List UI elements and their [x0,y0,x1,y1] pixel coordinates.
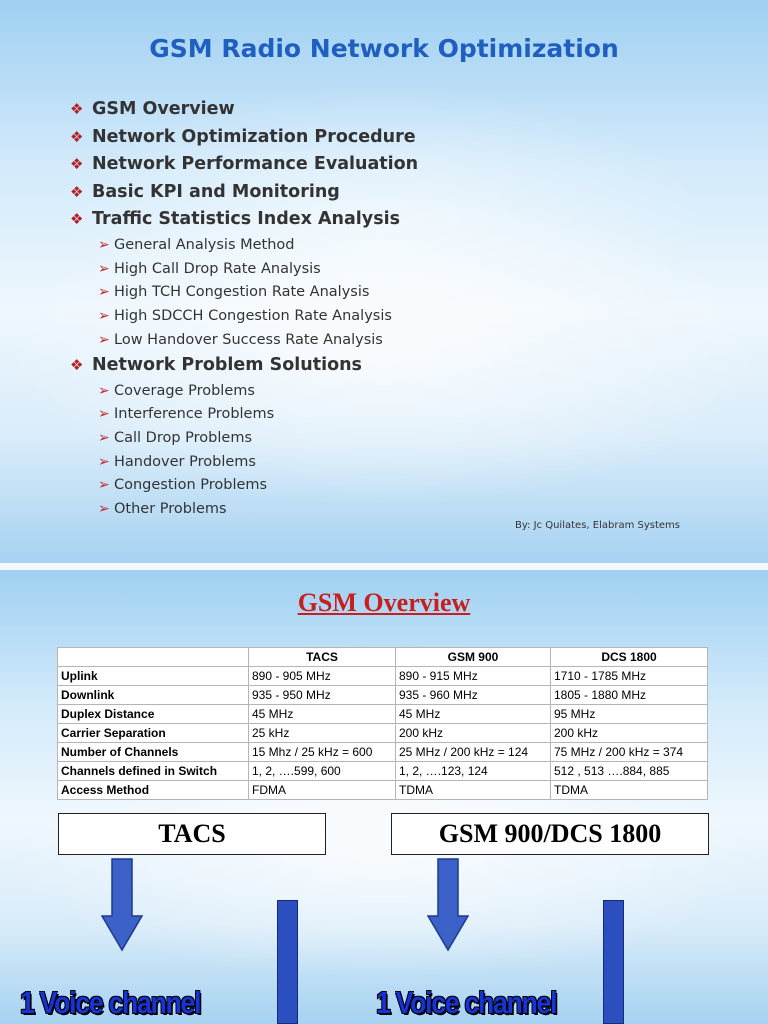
diamond-bullet-icon: ❖ [70,127,84,146]
gsm-dcs-box: GSM 900/DCS 1800 [391,813,709,855]
table-row [58,743,708,762]
list-item-label: Network Optimization Procedure [92,126,416,147]
list-item [70,124,418,152]
list-item-label: Traffic Statistics Index Analysis [92,209,401,230]
sub-item-label: Other Problems [114,500,227,517]
table-cell: 45 MHz [396,705,551,724]
table-cell: 15 Mhz / 25 kHz = 600 [249,743,396,762]
row-label: Access Method [58,781,249,800]
arrow-bullet-icon: ➢ [98,382,110,399]
list-item [70,351,418,379]
table-cell: 1805 - 1880 MHz [551,686,708,705]
sub-list-item [70,450,418,474]
diamond-bullet-icon: ❖ [70,182,84,201]
sub-item-label: Call Drop Problems [114,429,253,446]
table-cell: 25 MHz / 200 kHz = 124 [396,743,551,762]
sub-list-item [70,257,418,281]
arrow-bullet-icon: ➢ [98,308,110,325]
arrow-bullet-icon: ➢ [98,284,110,301]
table-row [58,762,708,781]
table-cell: FDMA [249,781,396,800]
table-cell: 200 kHz [551,724,708,743]
arrow-bullet-icon: ➢ [98,500,110,517]
sub-item-label: Interference Problems [114,406,275,423]
list-item-label: Network Performance Evaluation [92,154,419,175]
slide-title: GSM Overview [297,588,471,617]
list-item [70,151,418,179]
sub-list-item [70,473,418,497]
sub-item-label: Low Handover Success Rate Analysis [114,331,383,348]
channel-bar [277,900,298,1024]
sub-list-item [70,497,418,521]
slide-divider [0,563,768,570]
gsm-spec-table [57,647,708,800]
sub-item-label: High TCH Congestion Rate Analysis [114,284,370,301]
down-arrow-icon [101,858,143,952]
table-cell: 45 MHz [249,705,396,724]
sub-item-label: Handover Problems [114,453,256,470]
row-label: Downlink [58,686,249,705]
table-cell: 1, 2, ….599, 600 [249,762,396,781]
diamond-bullet-icon: ❖ [70,155,84,174]
table-row [58,705,708,724]
table-cell: 95 MHz [551,705,708,724]
arrow-bullet-icon: ➢ [98,477,110,494]
arrow-bullet-icon: ➢ [98,453,110,470]
sub-item-label: High SDCCH Congestion Rate Analysis [114,308,392,325]
row-label: Uplink [58,667,249,686]
table-cell: 75 MHz / 200 kHz = 374 [551,743,708,762]
table-header-cell [58,648,249,667]
table-cell: 1710 - 1785 MHz [551,667,708,686]
list-item-label: GSM Overview [92,99,235,120]
tacs-box: TACS [58,813,326,855]
diamond-bullet-icon: ❖ [70,100,84,119]
arrow-bullet-icon: ➢ [98,237,110,254]
sub-list-item [70,234,418,258]
sub-list-item [70,328,418,352]
sub-list-item [70,304,418,328]
slide-2 [0,570,768,1024]
sub-item-label: General Analysis Method [114,237,295,254]
voice-channel-label: 1 Voice channel [376,985,557,1020]
channel-bar [603,900,624,1024]
arrow-bullet-icon: ➢ [98,260,110,277]
sub-list-item [70,281,418,305]
slide-title: GSM Radio Network Optimization [149,34,619,63]
table-cell: 25 kHz [249,724,396,743]
table-header-cell: DCS 1800 [551,648,708,667]
agenda-list [70,96,418,521]
sub-list-item [70,403,418,427]
table-cell: 935 - 960 MHz [396,686,551,705]
list-item [70,96,418,124]
arrow-bullet-icon: ➢ [98,429,110,446]
table-cell: 200 kHz [396,724,551,743]
arrow-bullet-icon: ➢ [98,331,110,348]
table-row [58,667,708,686]
table-cell: TDMA [551,781,708,800]
table-cell: 1, 2, ….123, 124 [396,762,551,781]
table-cell: 890 - 905 MHz [249,667,396,686]
row-label: Number of Channels [58,743,249,762]
table-cell: 512 , 513 ….884, 885 [551,762,708,781]
table-cell: 890 - 915 MHz [396,667,551,686]
table-row [58,781,708,800]
voice-channel-label: 1 Voice channel [20,985,201,1020]
table-cell: TDMA [396,781,551,800]
list-item-label: Basic KPI and Monitoring [92,181,340,202]
arrow-bullet-icon: ➢ [98,406,110,423]
sub-item-label: Coverage Problems [114,382,255,399]
author-byline: By: Jc Quilates, Elabram Systems [515,520,680,531]
diamond-bullet-icon: ❖ [70,355,84,374]
diamond-bullet-icon: ❖ [70,210,84,229]
table-row [58,686,708,705]
list-item-label: Network Problem Solutions [92,354,362,375]
table-header-cell: GSM 900 [396,648,551,667]
down-arrow-icon [427,858,469,952]
table-row [58,724,708,743]
row-label: Carrier Separation [58,724,249,743]
table-cell: 935 - 950 MHz [249,686,396,705]
list-item [70,179,418,207]
list-item [70,206,418,234]
sub-list-item [70,426,418,450]
sub-list-item [70,379,418,403]
sub-item-label: High Call Drop Rate Analysis [114,260,321,277]
sub-item-label: Congestion Problems [114,477,268,494]
row-label: Duplex Distance [58,705,249,724]
table-header-row [58,648,708,667]
table-header-cell: TACS [249,648,396,667]
row-label: Channels defined in Switch [58,762,249,781]
